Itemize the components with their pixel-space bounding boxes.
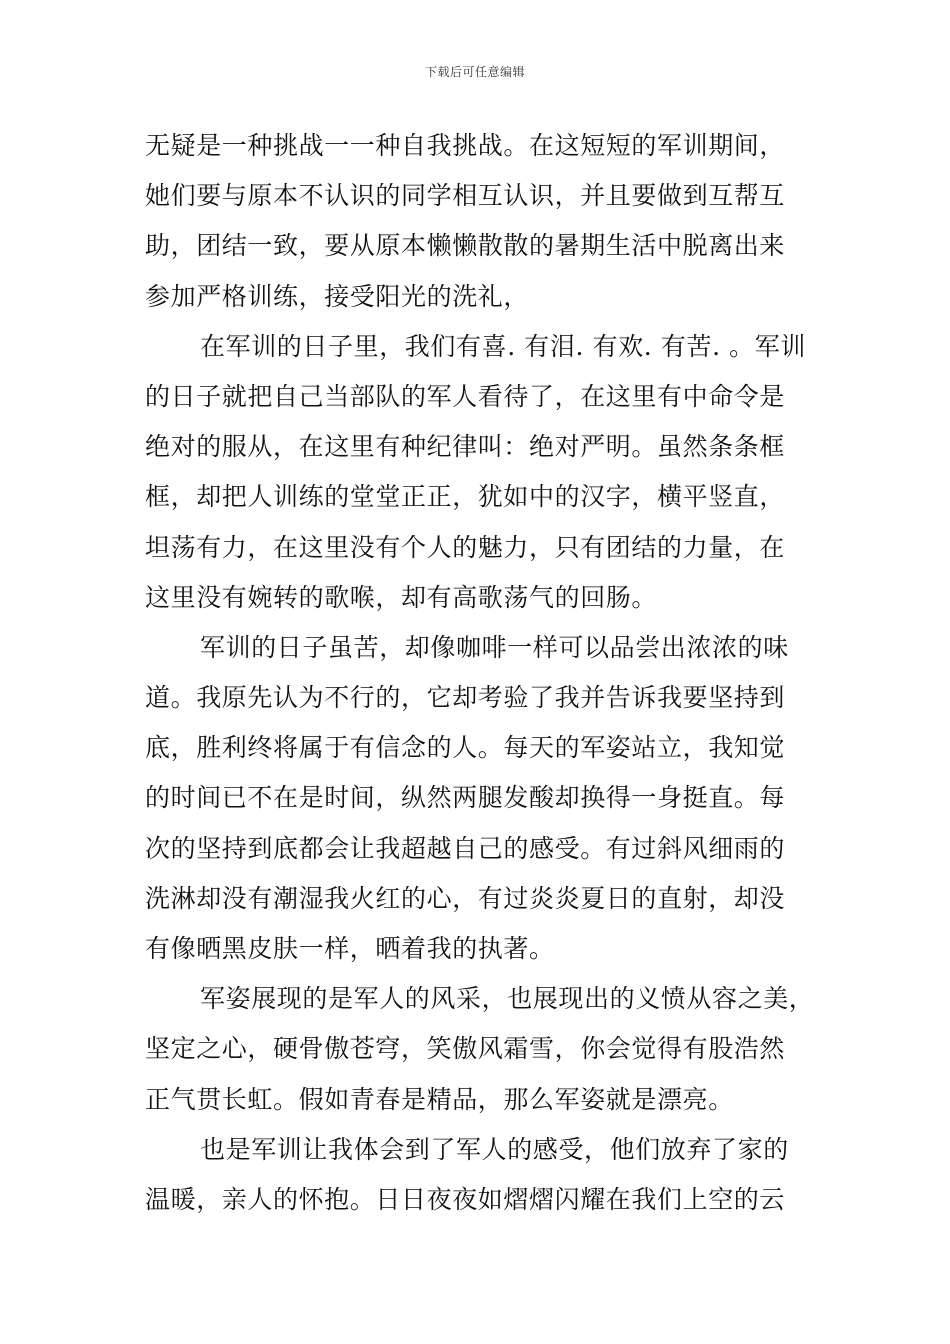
text-line: 坚定之心，硬骨傲苍穹，笑傲风霜雪，你会觉得有股浩然 [145,1034,786,1064]
text-line: 参加严格训练，接受阳光的洗礼， [145,281,530,311]
text-line: 次的坚持到底都会让我超越自己的感受。有过斜风细雨的 [145,833,786,863]
text-line: 有像晒黑皮肤一样，晒着我的执著。 [145,934,555,963]
text-line: 坦荡有力，在这里没有个人的魅力，只有团结的力量，在 [145,532,786,562]
text-line: 正气贯长虹。假如青春是精品，那么军姿就是漂亮。 [145,1084,734,1114]
paragraph-first-line: 军姿展现的是军人的风采，也展现出的义愤从容之美， [200,984,815,1014]
document-body [145,121,815,1225]
page-header: 下载后可任意编辑 [424,65,525,79]
text-line: 洗淋却没有潮湿我火红的心，有过炎炎夏日的直射，却没 [145,883,786,913]
text-line: 底，胜利终将属于有信念的人。每天的军姿站立，我知觉 [145,733,786,763]
text-line: 绝对的服从，在这里有种纪律叫：绝对严明。虽然条条框 [145,432,786,462]
text-line: 框，却把人训练的堂堂正正，犹如中的汉字，横平竖直， [145,482,786,512]
text-line: 道。我原先认为不行的，它却考验了我并告诉我要坚持到 [145,683,786,713]
text-line: 的日子就把自己当部队的军人看待了，在这里有中命令是 [145,381,786,411]
paragraph-first-line: 军训的日子虽苦，却像咖啡一样可以品尝出浓浓的味 [200,632,789,662]
text-line: 这里没有婉转的歌喉，却有高歌荡气的回肠。 [145,582,658,612]
text-line: 她们要与原本不认识的同学相互认识，并且要做到互帮互 [145,181,786,211]
paragraph-first-line: 在军训的日子里，我们有喜. 有泪. 有欢. 有苦. 。军训 [200,331,806,361]
paragraph-first-line: 也是军训让我体会到了军人的感受，他们放弃了家的 [200,1134,789,1164]
text-line: 温暖，亲人的怀抱。日日夜夜如熠熠闪耀在我们上空的云 [145,1184,786,1214]
text-line: 无疑是一种挑战一一种自我挑战。在这短短的军训期间， [145,131,786,160]
text-line: 助，团结一致，要从原本懒懒散散的暑期生活中脱离出来 [145,231,786,261]
text-line: 的时间已不在是时间，纵然两腿发酸却换得一身挺直。每 [145,783,786,813]
